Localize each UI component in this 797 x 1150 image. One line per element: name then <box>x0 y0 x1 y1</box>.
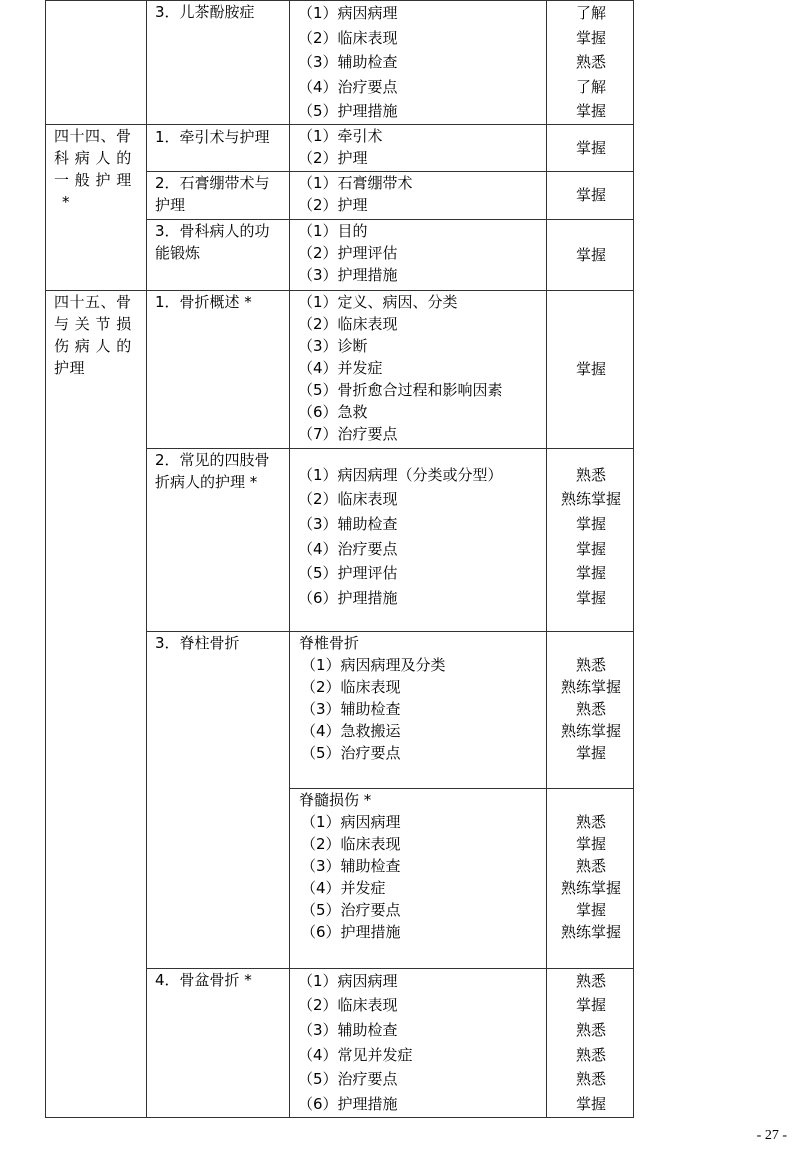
requirement-level: 熟悉 <box>575 465 606 484</box>
requirement-level: 熟悉 <box>575 856 606 875</box>
requirement-cell <box>547 1 634 125</box>
requirement-cell <box>547 631 634 788</box>
requirement-cell <box>547 124 634 171</box>
requirement-level: 掌握 <box>575 102 606 120</box>
content-item: （4）并发症 <box>301 878 386 897</box>
content-item: （4）常见并发症 <box>298 1045 413 1064</box>
content-item: （4）并发症 <box>298 358 383 377</box>
unit-title-line: 四十五、骨 <box>54 292 132 311</box>
content-item: （2）护理 <box>298 195 368 214</box>
requirement-level: 熟悉 <box>575 655 606 674</box>
content-cell <box>290 448 547 631</box>
content-item: （2）临床表现 <box>298 28 398 47</box>
topic-cell <box>147 968 290 1117</box>
content-item: （5）护理评估 <box>298 564 398 583</box>
requirement-level: 熟悉 <box>575 971 606 990</box>
requirement-level: 掌握 <box>575 743 606 762</box>
requirement-cell <box>547 788 634 968</box>
topic-label: 1．牵引术与护理 <box>155 127 270 146</box>
content-item: （2）临床表现 <box>301 834 401 853</box>
requirement-level: 掌握 <box>575 834 606 853</box>
content-item: （2）临床表现 <box>301 677 401 696</box>
content-cell <box>290 171 547 219</box>
topic-label: 4．骨盆骨折 * <box>155 970 252 989</box>
table-row <box>46 124 634 171</box>
content-item: （3）辅助检查 <box>298 53 398 71</box>
requirement-cell <box>547 448 634 631</box>
content-item: （2）临床表现 <box>298 490 398 509</box>
requirement-level: 掌握 <box>575 996 606 1015</box>
content-item: （5）治疗要点 <box>298 1070 398 1089</box>
content-item: （4）治疗要点 <box>298 77 398 96</box>
content-item: （7）治疗要点 <box>298 424 398 443</box>
content-cell <box>290 1 547 125</box>
content-item: （1）病因病理 <box>301 812 401 831</box>
requirement-level: 熟练掌握 <box>560 677 621 696</box>
unit-title-line: 护理 <box>54 358 86 377</box>
requirement-level: 掌握 <box>575 1095 606 1114</box>
content-cell <box>290 219 547 290</box>
content-item: （6）护理措施 <box>301 922 401 941</box>
content-cell <box>290 968 547 1117</box>
content-item: （1）病因病理及分类 <box>301 655 446 674</box>
content-item: （1）病因病理（分类或分型） <box>298 465 503 484</box>
content-item: （6）护理措施 <box>298 589 398 608</box>
unit-title-line: 伤 病 人 的 <box>54 336 132 355</box>
content-item: （3）辅助检查 <box>298 1020 398 1039</box>
topic-label: 1．骨折概述 * <box>155 292 252 311</box>
content-cell <box>290 124 547 171</box>
content-item: （1）石膏绷带术 <box>298 173 413 192</box>
requirement-cell <box>547 219 634 290</box>
topic-label: 护理 <box>155 195 186 214</box>
content-item: （3）诊断 <box>298 336 368 355</box>
topic-cell <box>147 290 290 448</box>
content-item: （3）辅助检查 <box>301 699 401 718</box>
requirement-level: 熟悉 <box>575 812 606 831</box>
content-cell <box>290 788 547 968</box>
requirement-cell <box>547 171 634 219</box>
requirement-level: 掌握 <box>575 245 606 264</box>
topic-cell <box>147 171 290 219</box>
topic-label: 3．脊柱骨折 <box>155 633 240 652</box>
requirement-cell <box>547 968 634 1117</box>
unit-title-line: * <box>62 192 70 211</box>
requirement-level: 了解 <box>575 4 606 22</box>
topic-cell <box>147 448 290 631</box>
requirement-level: 掌握 <box>575 564 606 583</box>
unit-cell <box>46 290 147 1117</box>
content-item: （2）护理评估 <box>298 243 398 262</box>
content-item: （1）定义、病因、分类 <box>298 292 458 311</box>
table-row <box>46 290 634 448</box>
requirement-level: 熟练掌握 <box>560 490 621 509</box>
content-item: （1）病因病理 <box>298 971 398 990</box>
requirement-level: 掌握 <box>575 28 606 47</box>
content-item: （2）临床表现 <box>298 996 398 1015</box>
unit-title-line: 四十四、骨 <box>54 126 132 145</box>
table-row <box>46 1 634 125</box>
requirement-cell <box>547 290 634 448</box>
content-item: （6）急救 <box>298 402 368 421</box>
content-item: （4）急救搬运 <box>301 721 401 740</box>
requirement-level: 掌握 <box>575 900 606 919</box>
topic-cell <box>147 124 290 171</box>
unit-title-line: 科 病 人 的 <box>54 148 132 167</box>
content-item: （2）临床表现 <box>298 314 398 333</box>
content-heading: 脊椎骨折 <box>299 633 360 652</box>
content-item: （5）治疗要点 <box>301 900 401 919</box>
requirement-level: 熟悉 <box>575 1070 606 1089</box>
syllabus-table <box>45 0 634 1118</box>
unit-cell <box>46 124 147 290</box>
content-item: （3）护理措施 <box>298 265 398 284</box>
topic-cell <box>147 631 290 968</box>
requirement-level: 熟练掌握 <box>560 922 621 941</box>
content-item: （1）牵引术 <box>298 126 383 145</box>
content-item: （1）病因病理 <box>298 4 398 22</box>
topic-label: 3．儿茶酚胺症 <box>155 3 255 21</box>
content-item: （4）治疗要点 <box>298 539 398 558</box>
unit-title-line: 一 般 护 理 <box>54 170 132 189</box>
content-cell <box>290 631 547 788</box>
requirement-level: 掌握 <box>575 360 606 378</box>
topic-label: 能锻炼 <box>155 243 201 262</box>
requirement-level: 熟悉 <box>575 53 606 71</box>
requirement-level: 熟悉 <box>575 1020 606 1039</box>
topic-label: 2．常见的四肢骨 <box>155 450 270 469</box>
requirement-level: 熟练掌握 <box>560 878 621 897</box>
requirement-level: 掌握 <box>575 539 606 558</box>
requirement-level: 熟悉 <box>575 699 606 718</box>
content-item: （1）目的 <box>298 221 368 240</box>
content-heading: 脊髓损伤 * <box>299 790 372 809</box>
requirement-level: 掌握 <box>575 589 606 608</box>
requirement-level: 了解 <box>575 77 606 96</box>
topic-cell <box>147 219 290 290</box>
requirement-level: 掌握 <box>575 514 606 533</box>
topic-label: 3．骨科病人的功 <box>155 221 270 240</box>
topic-label: 折病人的护理 * <box>155 472 258 491</box>
topic-cell <box>147 1 290 125</box>
content-item: （5）治疗要点 <box>301 743 401 762</box>
content-item: （3）辅助检查 <box>301 856 401 875</box>
content-item: （5）骨折愈合过程和影响因素 <box>298 380 503 399</box>
requirement-level: 掌握 <box>575 186 606 204</box>
content-item: （5）护理措施 <box>298 102 398 120</box>
content-item: （3）辅助检查 <box>298 514 398 533</box>
requirement-level: 熟练掌握 <box>560 721 621 740</box>
requirement-level: 掌握 <box>575 138 606 157</box>
unit-title-line: 与 关 节 损 <box>54 314 132 333</box>
content-cell <box>290 290 547 448</box>
unit-cell-empty <box>46 1 147 125</box>
requirement-level: 熟悉 <box>575 1045 606 1064</box>
content-item: （2）护理 <box>298 148 368 167</box>
page-number: - 27 - <box>756 1128 787 1143</box>
topic-label: 2．石膏绷带术与 <box>155 173 270 192</box>
content-item: （6）护理措施 <box>298 1095 398 1114</box>
